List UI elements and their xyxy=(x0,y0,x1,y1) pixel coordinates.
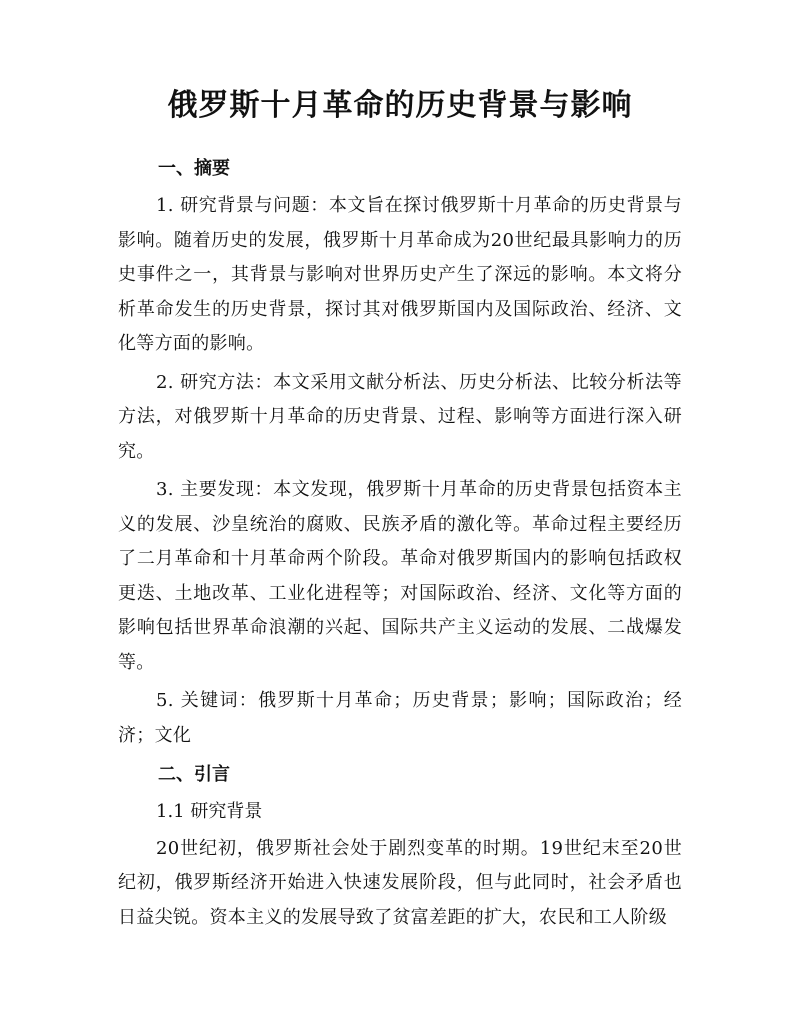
intro-paragraph: 20世纪初，俄罗斯社会处于剧烈变革的时期。19世纪末至20世纪初，俄罗斯经济开始进入快速发展阶段，但与此同时，社会矛盾也日益尖锐。资本主义的发展导致了贫富差距的扩大，农民和工人阶级 xyxy=(118,837,682,928)
document-title: 俄罗斯十月革命的历史背景与影响 xyxy=(167,88,633,123)
abstract-item-background: 1. 研究背景与问题：本文旨在探讨俄罗斯十月革命的历史背景与影响。随着历史的发展，俄罗斯十月革命成为20世纪最具影响力的历史事件之一，其背景与影响对世界历史产生了深远的影响。本文将分析革命发生的历史背景，探讨其对俄罗斯国内及国际政治、经济、文化等方面的影响。 xyxy=(118,195,682,354)
abstract-item-findings: 3. 主要发现：本文发现，俄罗斯十月革命的历史背景包括资本主义的发展、沙皇统治的腐败、民族矛盾的激化等。革命过程主要经历了二月革命和十月革命两个阶段。革命对俄罗斯国内的影响包括政权更迭、土地改革、工业化进程等；对国际政治、经济、文化等方面的影响包括世界革命浪潮的兴起、国际共产主义运动的发展、二战爆发等。 xyxy=(118,479,682,673)
abstract-heading: 一、摘要 xyxy=(158,158,230,179)
abstract-item-keywords: 5. 关键词：俄罗斯十月革命；历史背景；影响；国际政治；经济；文化 xyxy=(118,690,682,746)
intro-heading: 二、引言 xyxy=(158,764,230,785)
abstract-item-methods: 2. 研究方法：本文采用文献分析法、历史分析法、比较分析法等方法，对俄罗斯十月革命的历史背景、过程、影响等方面进行深入研究。 xyxy=(118,371,682,462)
intro-subheading: 1.1 研究背景 xyxy=(156,801,263,822)
